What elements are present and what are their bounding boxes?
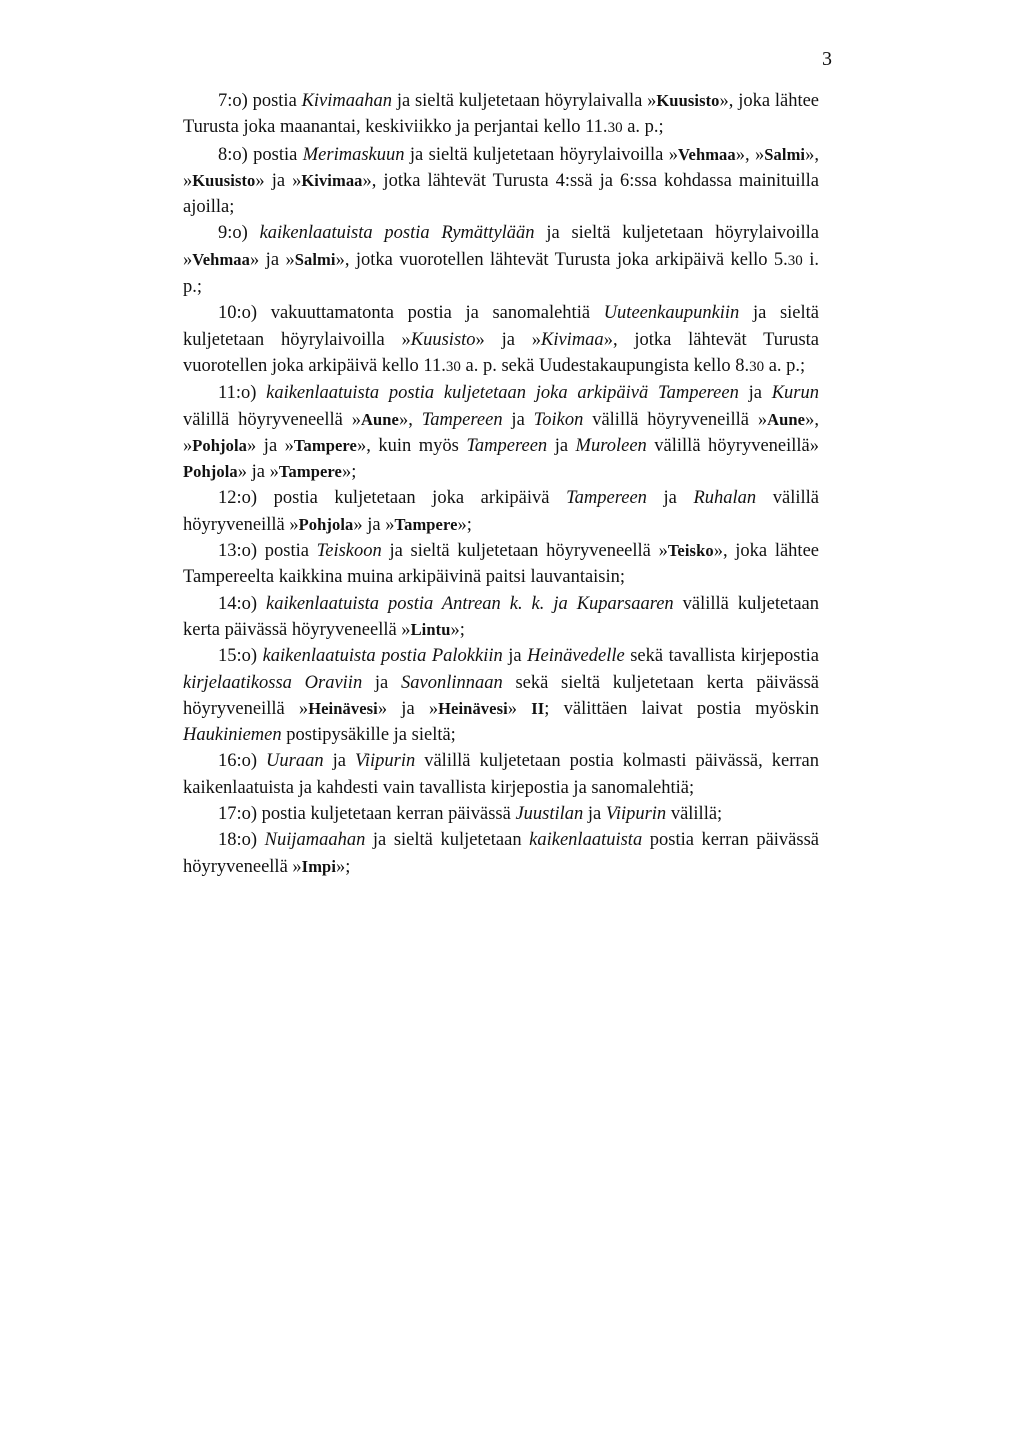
paragraph bbox=[183, 591, 819, 644]
italic-text: kaikenlaatuista bbox=[529, 830, 643, 851]
paragraph bbox=[183, 538, 819, 591]
italic-text: kaikenlaatuista postia Antrean k. k. ja Kuparsaaren bbox=[266, 593, 674, 614]
italic-text: Tampereen bbox=[421, 409, 503, 430]
text-run: », bbox=[398, 409, 422, 430]
text-run: ja sieltä kuljetetaan höyrylaivoilla » bbox=[404, 144, 679, 165]
italic-text: Merimaskuun bbox=[302, 144, 405, 165]
time-minutes: 30 bbox=[749, 358, 765, 375]
text-run: », jotka lähtevät Turusta 4:ssä ja 6:ssa kohdassa mainituilla ajoilla; bbox=[183, 170, 819, 218]
text-run: välillä kuljetetaan kerta päivässä höyryveneellä » bbox=[183, 593, 819, 640]
italic-text: Toikon bbox=[533, 409, 584, 430]
text-run: sekä sieltä kuljetetaan kerta päivässä höyryveneillä » bbox=[183, 672, 820, 719]
text-run: » ja » bbox=[353, 514, 395, 535]
ship-name: Tampere bbox=[278, 462, 342, 482]
text-run: », jotka lähtevät Turusta vuorotellen joka arkipäivä kello 11. bbox=[183, 329, 819, 376]
text-run: », » bbox=[735, 144, 765, 165]
italic-text: Savonlinnaan bbox=[400, 672, 503, 693]
time-minutes: 30 bbox=[445, 358, 461, 375]
italic-text: Viipurin bbox=[354, 751, 416, 772]
ship-name: Kuusisto bbox=[656, 91, 720, 110]
ship-name: II bbox=[531, 698, 545, 718]
page-number: 3 bbox=[822, 48, 832, 70]
text-run: välillä höyryveneillä » bbox=[183, 488, 819, 535]
ship-name: Tampere bbox=[394, 514, 458, 534]
ship-name: Lintu bbox=[410, 619, 451, 639]
text-run: », » bbox=[183, 144, 819, 191]
text-run: » bbox=[507, 698, 532, 719]
ship-name: Kuusisto bbox=[192, 170, 256, 190]
time-minutes: 30 bbox=[607, 120, 623, 137]
text-run: ja bbox=[738, 383, 772, 404]
text-run: 8:o) postia bbox=[218, 144, 303, 165]
text-run: välillä höyryveneillä » bbox=[583, 409, 768, 430]
text-run: ja bbox=[547, 435, 576, 456]
text-run: a. p.; bbox=[764, 355, 806, 376]
text-run: 16:o) bbox=[218, 751, 267, 772]
paragraph bbox=[183, 748, 819, 801]
italic-text: Nuijamaahan bbox=[264, 830, 366, 851]
text-run: ja bbox=[583, 804, 606, 825]
text-run: », joka lähtee Tampereelta kaikkina muina arkipäivinä paitsi lauvantaisin; bbox=[183, 541, 819, 588]
text-run: ja sieltä kuljetetaan höyrylaivalla » bbox=[392, 91, 657, 111]
text-run: »; bbox=[457, 514, 472, 535]
text-run: », joka lähtee Turusta joka maanantai, keskiviikko ja perjantai kello 11. bbox=[183, 91, 820, 138]
ship-name: Heinävesi bbox=[308, 698, 378, 718]
ship-name: Impi bbox=[301, 856, 336, 876]
text-run: », jotka vuorotellen lähtevät Turusta joka arkipäivä kello 5. bbox=[335, 249, 788, 270]
ship-name: Heinävesi bbox=[438, 698, 508, 718]
text-run: i. p.; bbox=[183, 249, 819, 298]
text-run: » ja » bbox=[250, 249, 295, 270]
text-run: ja sieltä kuljetetaan höyrylaivoilla » bbox=[183, 223, 819, 270]
text-run: » ja » bbox=[255, 170, 302, 191]
text-run: »; bbox=[336, 856, 351, 877]
text-run: ja bbox=[502, 409, 534, 430]
text-run: 10:o) vakuuttamatonta postia ja sanomalehtiä bbox=[218, 303, 604, 324]
italic-text: Ruhalan bbox=[693, 488, 757, 509]
text-run: ja sieltä kuljetetaan höyryveneellä » bbox=[381, 541, 668, 562]
text-run: ja bbox=[323, 751, 355, 772]
italic-text: Uuteenkaupunkiin bbox=[603, 303, 740, 324]
text-run: välillä; bbox=[666, 804, 723, 825]
text-run: 14:o) bbox=[218, 593, 267, 614]
text-run: », kuin myös bbox=[356, 435, 467, 456]
text-run: 18:o) bbox=[218, 830, 265, 851]
text-run: ja sieltä kuljetetaan bbox=[365, 830, 530, 851]
paragraph bbox=[183, 220, 819, 300]
paragraph bbox=[183, 643, 819, 748]
ship-name: Aune bbox=[360, 409, 399, 429]
ship-name: Vehmaa bbox=[192, 249, 250, 269]
italic-text: kirjelaatikossa Oraviin bbox=[183, 672, 363, 693]
text-run: ja sieltä kuljetetaan höyrylaivoilla » bbox=[183, 303, 819, 350]
paragraph bbox=[183, 485, 819, 538]
text-run: »; bbox=[450, 619, 465, 640]
text-run: », » bbox=[183, 409, 819, 456]
text-run: 9:o) bbox=[218, 223, 260, 244]
ship-name: Aune bbox=[767, 409, 806, 429]
ship-name: Salmi bbox=[764, 144, 806, 164]
ship-name: Pohjola bbox=[192, 435, 248, 455]
ship-name: Pohjola bbox=[183, 462, 238, 482]
text-run: 12:o) postia kuljetetaan joka arkipäivä bbox=[218, 488, 567, 509]
text-run: 17:o) postia kuljetetaan kerran päivässä bbox=[218, 804, 516, 825]
ship-name: Pohjola bbox=[298, 514, 354, 534]
text-run: » ja » bbox=[377, 698, 439, 719]
paragraph bbox=[183, 88, 819, 142]
italic-text: Kuusisto bbox=[410, 329, 476, 350]
paragraph bbox=[183, 827, 819, 880]
text-run: välillä höyryveneellä » bbox=[183, 409, 361, 430]
text-run: ja bbox=[502, 646, 528, 667]
text-run: ja bbox=[362, 672, 401, 693]
body-text bbox=[183, 88, 819, 880]
italic-text: Uuraan bbox=[266, 751, 324, 772]
italic-text: Tampereen bbox=[566, 488, 647, 509]
text-run: a. p.; bbox=[622, 117, 664, 138]
italic-text: Muroleen bbox=[575, 435, 647, 456]
text-run: 13:o) postia bbox=[218, 541, 317, 562]
paragraph bbox=[183, 801, 819, 827]
text-run: välillä kuljetetaan postia kolmasti päivässä, kerran kaikenlaatuista ja kahdesti vain tavallista kirjepostia ja sanomalehtiä; bbox=[183, 751, 819, 798]
italic-text: Teiskoon bbox=[316, 541, 382, 562]
italic-text: Kivimaahan bbox=[301, 91, 393, 111]
text-run: postia kerran päivässä höyryveneellä » bbox=[183, 830, 819, 877]
text-run: välillä höyryveneillä» bbox=[646, 435, 819, 456]
text-run: » ja » bbox=[237, 462, 279, 483]
text-run: ja bbox=[646, 488, 694, 509]
time-minutes: 30 bbox=[787, 252, 803, 269]
paragraph bbox=[183, 142, 819, 221]
ship-name: Salmi bbox=[294, 249, 336, 269]
italic-text: Kivimaa bbox=[540, 329, 604, 350]
text-run: 15:o) bbox=[218, 646, 263, 667]
italic-text: Tampereen bbox=[466, 435, 548, 456]
ship-name: Tampere bbox=[293, 435, 357, 455]
text-run: 11:o) bbox=[218, 383, 267, 404]
text-run: »; bbox=[341, 462, 357, 483]
text-run: » ja » bbox=[475, 329, 541, 350]
text-run: postipysäkille ja sieltä; bbox=[281, 725, 456, 746]
italic-text: Viipurin bbox=[605, 804, 667, 825]
text-run: ; välittäen laivat postia myöskin bbox=[544, 698, 819, 719]
text-run: » ja » bbox=[247, 435, 294, 456]
text-run: a. p. sekä Uudestakaupungista kello 8. bbox=[460, 355, 750, 376]
italic-text: Haukiniemen bbox=[183, 725, 282, 746]
italic-text: Kurun bbox=[771, 383, 819, 404]
text-run: sekä tavallista kirjepostia bbox=[624, 646, 819, 667]
italic-text: kaikenlaatuista postia Palokkiin bbox=[262, 646, 503, 667]
paragraph bbox=[183, 300, 819, 380]
italic-text: Juustilan bbox=[515, 804, 584, 825]
italic-text: kaikenlaatuista postia kuljetetaan joka arkipäivä Tampereen bbox=[266, 383, 739, 404]
text-run: 7:o) postia bbox=[218, 91, 302, 111]
ship-name: Teisko bbox=[667, 541, 714, 561]
italic-text: kaikenlaatuista postia Rymättylään bbox=[259, 223, 535, 244]
ship-name: Kivimaa bbox=[301, 170, 363, 190]
paragraph bbox=[183, 380, 819, 485]
ship-name: Vehmaa bbox=[678, 144, 736, 164]
italic-text: Heinävedelle bbox=[527, 646, 625, 667]
